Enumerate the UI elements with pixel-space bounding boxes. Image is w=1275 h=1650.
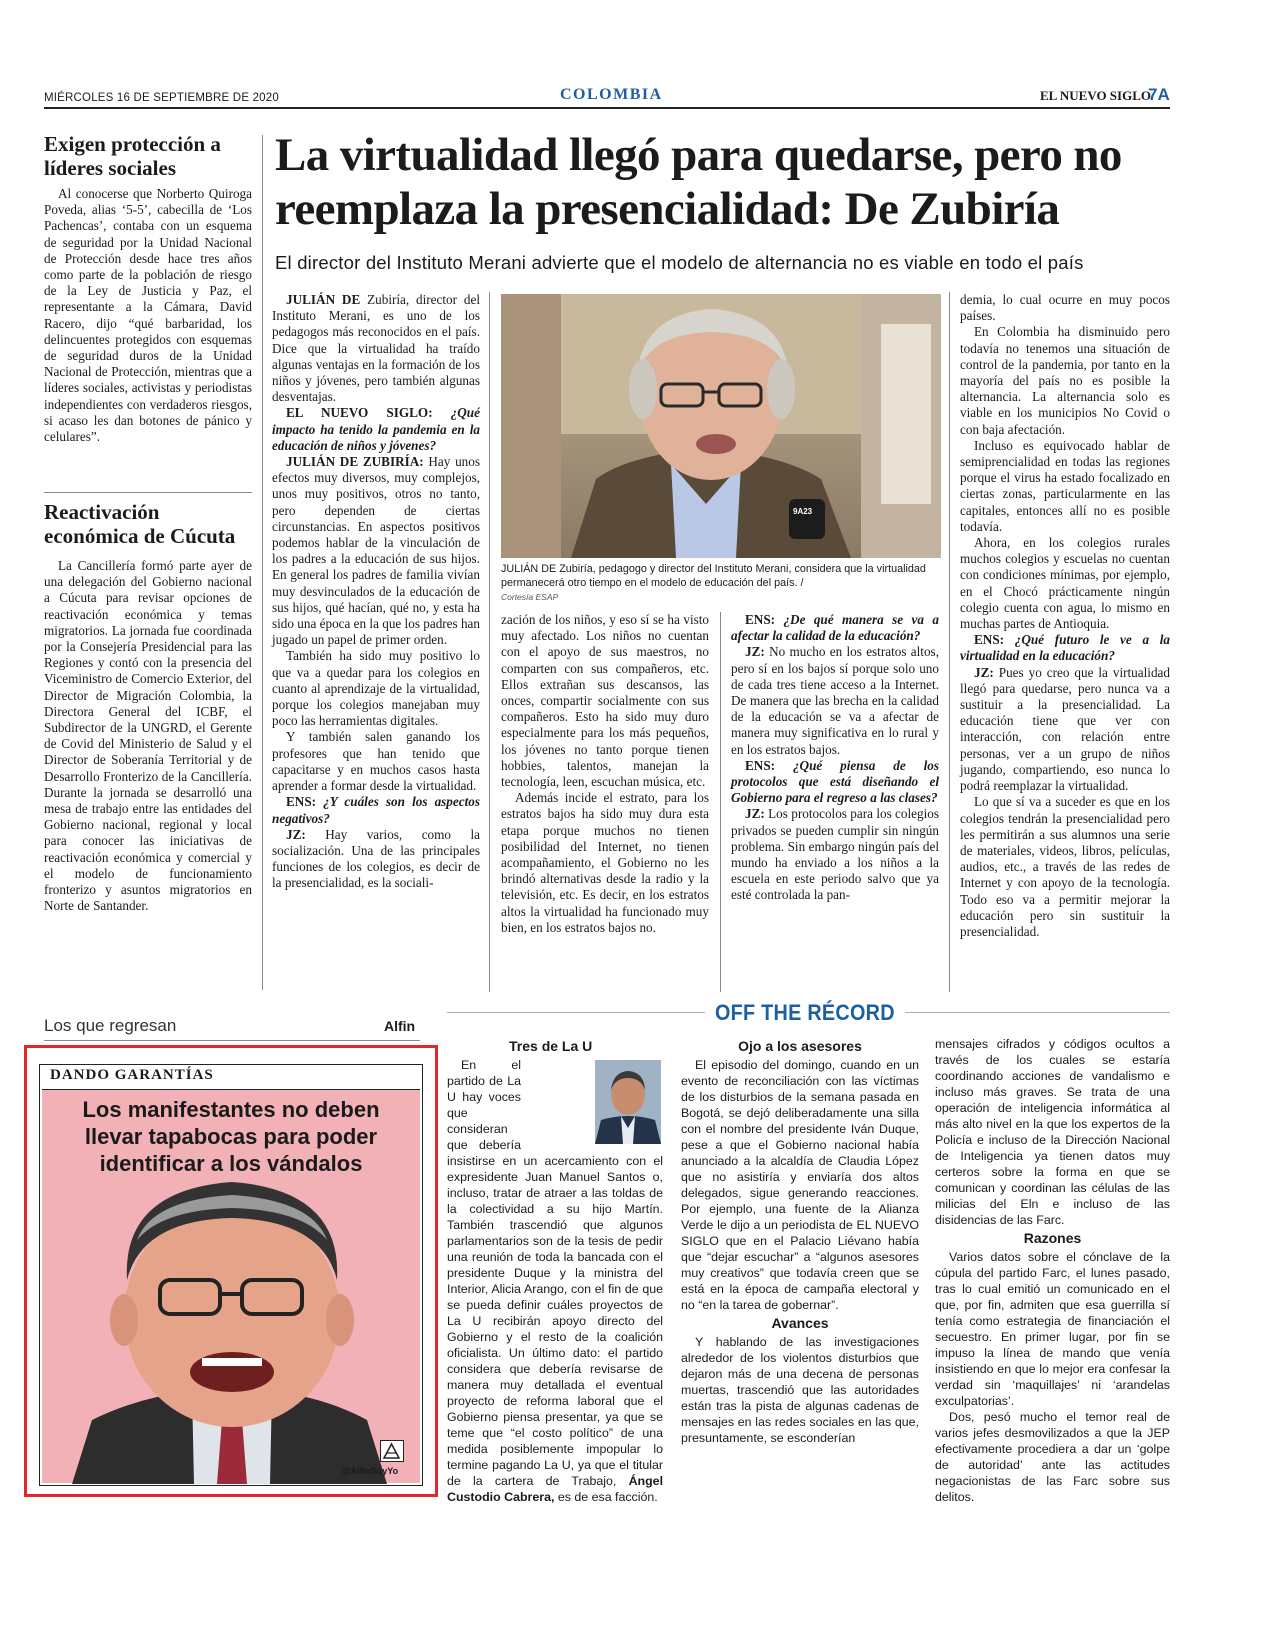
paragraph-futuro: Lo que sí va a suceder es que en los colegios tendrán la presencialidad pero les permitirán a sus alumnos una serie de materiales, videos, libros, películas, audios, etc., a través de las redes de Internet y con apoyo de la tecnología. Todo eso va a permitir mejorar la educación pero sin sustituir la presencialidad. [960, 794, 1170, 939]
interviewee-label: JZ: [286, 826, 306, 842]
cartoon-label-rule [44, 1040, 420, 1041]
column-rule [949, 292, 950, 992]
off-body-asesores: El episodio del domingo, cuando en un evento de reconciliación con las víctimas de los disturbios de la semana pasada en Bogotá, se dejó deliberadamente una silla con el nombre del presidente Iván Duque, pese a que el Gobierno nacional había anunciado a la alcaldía de Claudia López que no asistiría y enviaría dos altos delegados, sigue generando reacciones. Por ejemplo, una fuente de la Alianza Verde le dijo a un periodista de EL NUEVO SIGLO que en el Palacio Liévano había que “dejar escuchar” a “algunos asesores muy creativos” que todavía creen que se está en la época de campaña electoral y no “en la tarea de gobernar”. [681, 1058, 919, 1312]
sidebar-vertical-rule [262, 135, 263, 990]
off-body-asesores-continued: mensajes cifrados y códigos ocultos a través de los cuales se estaría coordinando acciones de vandalismo e incluso más graves. Se trata de una operación de inteligencia informática al más alto nivel en la que los expertos de la Policía e incluso de la Dirección Nacional de Inteligencia ya tienen datos muy certeros sobre la forma en que se comunican y coordinan las células de las milicias del Eln e incluso de las disidencias de las Farc. [935, 1037, 1170, 1227]
header-date: MIÉRCOLES 16 DE SEPTIEMBRE DE 2020 [44, 92, 279, 104]
sidebar-body-lideres: Al conocerse que Norberto Quiroga Poveda, alias ‘5-5’, cabecilla de ‘Los Pachencas’, contaba con un esquema de seguridad por la Unidad Nacional de Protección desde hace tres años como parte de la población de riesgo de la Ley de Justicia y Paz, el representante a la Cámara, David Racero, dijo “qué barbaridad, los delincuentes protegidos con esquemas de seguridad duros de la Unidad Nacional de Protección, mientras que a líderes sociales, activistas y periodistas independientes con verdaderos riesgos, si acaso les dan botones de pánico y celulares”. [44, 186, 252, 445]
sidebar-headline-lideres: Exigen protección a líderes sociales [44, 132, 221, 180]
interviewer-label: ENS: [974, 632, 1005, 648]
off-body-razones-2: Dos, pesó mucho el temor real de varios jefes desmovilizados a que la JEP efectivamente procediera a dar un ‘golpe de autoridad’ ante las actitudes negacionistas de las Farc sobre sus delitos. [935, 1410, 1170, 1504]
paragraph-semipresencialidad: Incluso es equivocado hablar de semiprencialidad en todas las regiones porque el virus ha estado focalizado en ciertas zonas, particularmente en las capitales, entonces allí no es posible todavía. [960, 437, 1170, 534]
microphone-label: 9A23 [793, 507, 813, 516]
portrait-illustration [501, 294, 941, 558]
column-rule [720, 612, 721, 992]
cartoonist-logo [380, 1440, 404, 1462]
caricature-face [42, 1090, 420, 1484]
photo-caption [501, 562, 941, 604]
caption-text: JULIÁN DE Zubiría, pedagogo y director del Instituto Merani, considera que la virtualidad permanecerá otro tiempo en el modelo de educación del país. / [501, 563, 926, 589]
main-headline: La virtualidad llegó para quedarse, pero no reemplaza la presencialidad: De Zubiría [275, 129, 1122, 235]
off-headline-tres-de-la-u: Tres de La U [509, 1038, 593, 1054]
off-record-rule-right [905, 1012, 1170, 1013]
column-rule [489, 292, 490, 992]
interviewee-label: JZ: [745, 806, 765, 822]
answer-4: Los protocolos para los colegios privados se pueden cumplir sin ningún problema. Sin embargo ningún país del mundo ha enviado a los niños a la escuela en este periodo salvo que ya esté controlada la pan- [731, 806, 939, 903]
lead-name: JULIÁN DE [286, 292, 361, 307]
interviewer-label: ENS: [286, 794, 317, 810]
paragraph-estrato: Además incide el estrato, para los estratos bajos ha sido muy dura esta etapa porque muchos no tienen posibilidad del Internet, no tienen acompañamiento, el Gobierno no les brindó alternativas desde la radio y la televisión, etc. Es decir, en los estratos altos la virtualidad ha funcionado muy bien, en los estratos bajos no. [501, 790, 709, 935]
cartoon-frame [24, 1045, 438, 1497]
question-1: ¿Qué impacto ha tenido la pandemia en la educación de niños y jóvenes? [272, 405, 480, 453]
question-4: ¿Qué piensa de los protocolos que está diseñando el Gobierno para el regreso a las clases? [731, 757, 939, 806]
cartoon-inner [39, 1064, 423, 1486]
paragraph-rurales: Ahora, en los colegios rurales muchos colegios y escuelas no cuentan con condiciones mínimas, por ejemplo, en el Chocó prácticamente ningún colegio cuenta con agua, lo mismo en muchas partes de Antioquia. [960, 535, 1170, 632]
question-2: ¿Y cuáles son los aspectos negativos? [272, 794, 480, 826]
page-number: 7A [1148, 85, 1170, 104]
off-column-2 [681, 1036, 919, 1446]
sidebar-story-lideres [44, 132, 252, 445]
portrait-wrap-spacer [521, 1057, 593, 1145]
off-body-razones-1: Varios datos sobre el cónclave de la cúpula del partido Farc, el lunes pasado, tras lo cual emitió un comunicado en el que, por fin, admiten que esa guerrilla sí tenía como estrategia de financiación el secuestro. En primer lugar, por fin se impuso la línea de mando que venía insistiendo en que lo mejor era confesar la verdad sin ‘maquillajes’ ni ‘arandelas exculpatorias’. [935, 1250, 1170, 1408]
alfin-logo-icon [381, 1441, 402, 1460]
answer-3: No mucho en los estratos altos, pero sí en los bajos sí porque solo uno de cada tres tiene acceso a la Internet. De manera que las brecha en la calidad de la educación se va a afectar de manera muy significativa en lo rural y en los estratos bajos. [731, 644, 939, 757]
cartoon-panel [42, 1089, 420, 1483]
interviewer-label: EL NUEVO SIGLO: [286, 405, 433, 421]
answer-5: Pues yo creo que la virtualidad llegó para quedarse, pero nunca va a sustituir a la presencialidad. La educación tiene que ver con interacción, con relación entre personas, ver a un grupo de niños jugando, compartiendo, eso nunca lo podrá reemplazar la virtualidad. [960, 664, 1170, 794]
masthead-name: EL NUEVO SIGLO [1040, 88, 1151, 103]
article-column-3 [731, 612, 939, 904]
paragraph-profesores: Y también salen ganando los profesores que han tenido que capacitarse y en muchos casos hasta aprender a formar desde la virtualidad. [272, 729, 480, 794]
sidebar-story-cucuta [44, 500, 252, 914]
off-text-tres-de-la-u: En el partido de La U hay voces que consideran que debería insistirse en un acercamiento con el expresidente Juan Manuel Santos o, incluso, tratar de atraer a las toldas de la colectividad a su hijo Martín. También trascendió que algunos parlamentarios son de la tesis de pedir una reunión de toda la bancada con el presidente Duque y la ministra del Interior, Alicia Arango, con el fin de que se pueda definir cuáles proyectos de La U recibirán apoyo directo del Gobierno y el resto de la coalición oficialista. Un último dato: el partido considera que debería revisarse de manera muy detallada el eventual proyecto de reforma laboral que el Gobierno piensa presentar, ya que se teme que “el costo político” de una medida posiblemente impopular lo termine pagando La U, ya que el titular de la cartera de Trabajo, [447, 1058, 663, 1488]
cartoon-brand: Alfin [384, 1018, 416, 1034]
interviewee-label: JZ: [745, 644, 765, 660]
paragraph-socializacion: zación de los niños, y eso sí se ha visto muy afectado. Los niños no cuentan con el apoyo de sus maestros, no comparten con sus compañeros, etc. Ellos extrañan sus descansos, las onces, compartir socialmente con sus compañeros. Esto ha sido muy duro especialmente para los más pequeños, los jóvenes no tanto porque tienen hobbies, talentos, manejan la tecnología, leen, escuchan música, etc. [501, 612, 709, 790]
off-headline-asesores: Ojo a los asesores [738, 1038, 862, 1054]
article-column-2 [501, 612, 709, 936]
off-column-1 [447, 1036, 663, 1505]
interviewee-label: JULIÁN DE ZUBIRÍA: [286, 454, 424, 470]
main-photo [501, 294, 941, 558]
photo-credit: Cortesía ESAP [501, 592, 559, 602]
sidebar-headline-cucuta: Reactivación económica de Cúcuta [44, 500, 236, 548]
politician-photo [595, 1060, 661, 1144]
question-5: ¿Qué futuro le ve a la virtualidad en la educación? [960, 632, 1170, 664]
off-highlight-name: Ángel Custodio Cabrera, [447, 1474, 664, 1504]
header-rule [44, 107, 1170, 109]
answer-1: Hay unos efectos muy diversos, muy complejos, unos muy positivos, otros no tanto, pero dependen de ciertas circunstancias. En aspectos positivos podemos hablar de la vinculación de los padres a la educación de sus hijos. En general los padres de familia vivían muy desvinculados de la educación de sus hijos, qué hacían, qué no, y esta ha sido una época en la que los padres han jugado un papel de primer orden. [272, 454, 480, 648]
sidebar-divider [44, 492, 252, 493]
off-column-3 [935, 1036, 1170, 1505]
sidebar-body-cucuta: La Cancillería formó parte ayer de una delegación del Gobierno nacional a Cúcuta para revisar opciones de reactivación económica y temas migratorios. La jornada fue coordinada por la Consejería Presidencial para las Regiones y contó con la presencia del Viceministro de Comercio Exterior, del Director de Migración Colombia, la Directora General del ICBF, el Subdirector de la UNGRD, el Gerente de Covid del Ministerio de Salud y el Director de Soberanía Territorial y de Desarrollo Fronterizo de la Cancillería. Durante la jornada se desarrolló una mesa de trabajo entre las entidades del Gobierno nacional, regional y local para conocer las iniciativas de reactivación económica y comercial y el modelo de funcionamiento fronterizo y asuntos migratorios en Norte de Santander. [44, 558, 252, 914]
article-column-1 [272, 292, 480, 892]
politician-portrait [595, 1060, 661, 1144]
intro-paragraph: Zubiría, director del Instituto Merani, es uno de los pedagogos más reconocidos en el país. Dice que la virtualidad ha traído algunas ventajas en la formación de los niños y jóvenes, pero también algunas desventajas. [272, 292, 480, 405]
section-name: COLOMBIA [560, 86, 663, 103]
paragraph-pocos-paises: demia, lo cual ocurre en muy pocos países. [960, 292, 1170, 324]
interviewee-label: JZ: [974, 664, 994, 680]
cartoon-section-label: Los que regresan [44, 1016, 177, 1035]
answer-2: Hay varios, como la socialización. Una de las principales funciones de los colegios, es decir de la presencialidad, es la sociali- [272, 826, 480, 891]
off-headline-avances: Avances [771, 1315, 829, 1331]
interviewer-label: ENS: [745, 612, 776, 627]
off-body-avances: Y hablando de las investigaciones alrededor de los violentos disturbios que dejaron más de una decena de personas muertas, trascendió que las autoridades están tras la pista de algunas cadenas de mensajes en las redes sociales en las que, presuntamente, se esconderían [681, 1335, 919, 1445]
paragraph-virtual: También ha sido muy positivo lo que va a quedar para los colegios en cuanto al aprendizaje de la virtualidad, porque los colegios manejaban muy poco las herramientas digitales. [272, 648, 480, 729]
question-3: ¿De qué manera se va a afectar la calidad de la educación? [731, 612, 939, 644]
cartoon-tag: DANDO GARANTÍAS [50, 1067, 214, 1083]
article-column-4 [960, 292, 1170, 940]
paragraph-colombia: En Colombia ha disminuido pero todavía no tenemos una situación de control de la pandemia, por tanto en la mayoría del país no es posible la alternancia. La alternancia solo es viable en los municipios No Covid o con baja afectación. [960, 324, 1170, 437]
off-text-tres-de-la-u-end: es de esa facción. [554, 1490, 658, 1504]
interviewer-label: ENS: [745, 757, 776, 773]
cartoon-caption: Los manifestantes no deben llevar tapabocas para poder identificar a los vándalos [82, 1097, 380, 1176]
cartoonist-signature: @AlfinSoyYo [342, 1466, 399, 1476]
off-headline-razones: Razones [1023, 1230, 1082, 1246]
off-record-title: OFF THE RÉCORD [715, 1000, 895, 1025]
off-record-rule-left [447, 1012, 705, 1013]
main-deck: El director del Instituto Merani advierte que el modelo de alternancia no es viable en todo el país [275, 252, 1084, 273]
